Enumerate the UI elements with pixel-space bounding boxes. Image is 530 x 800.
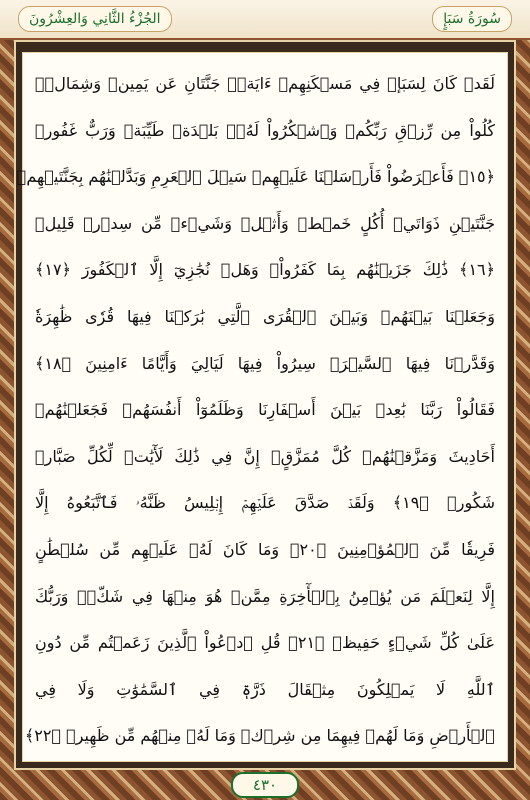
page-footer: [0, 770, 530, 800]
text-line: عَلَىٰ كُلِّ شَيۡءٍ حَفِيظٞ ﴿٢١﴾ قُلِ ٱدۡعُواْ ٱلَّذِينَ زَعَمۡتُم مِّن دُونِ: [35, 633, 495, 653]
text-line: كُلُواْ مِن رِّزۡقِ رَبِّكُمۡ وَٱشۡكُرُواْ لَهُۥۚ بَلۡدَةٞ طَيِّبَةٞ وَرَبٌّ غَفُورٞ: [35, 120, 495, 140]
page-header: [0, 0, 530, 40]
text-line: فَرِيقٗا مِّنَ ٱلۡمُؤۡمِنِينَ ﴿٢٠﴾ وَمَا كَانَ لَهُۥ عَلَيۡهِم مِّن سُلۡطَٰنٍ: [35, 539, 495, 559]
text-line: وَقَدَّرۡنَا فِيهَا ٱلسَّيۡرَۖ سِيرُواْ فِيهَا لَيَالِيَ وَأَيَّامًا ءَامِنِينَ ﴿١٨﴾: [35, 353, 495, 373]
surah-label: سُورَةُ سَبَإٍ: [432, 6, 512, 32]
text-line: ٱللَّهِ لَا يَمۡلِكُونَ مِثۡقَالَ ذَرَّةٖ فِي ٱلسَّمَٰوَٰتِ وَلَا فِي: [35, 679, 495, 699]
text-line: إِلَّا لِنَعۡلَمَ مَن يُؤۡمِنُ بِٱلۡأٓخِرَةِ مِمَّنۡ هُوَ مِنۡهَا فِي شَكّٖۗ وَرَبُّكَ: [35, 586, 495, 606]
text-line: وَجَعَلۡنَا بَيۡنَهُمۡ وَبَيۡنَ ٱلۡقُرَى ٱلَّتِي بَٰرَكۡنَا فِيهَا قُرٗى ظَٰهِرَةٗ: [35, 306, 495, 326]
text-line: ٱلۡأَرۡضِ وَمَا لَهُمۡ فِيهِمَا مِن شِرۡكٖ وَمَا لَهُۥ مِنۡهُم مِّن ظَهِيرٖ ﴿٢٢﴾: [24, 726, 495, 746]
text-line: ﴿١٦﴾ ذَٰلِكَ جَزَيۡنَٰهُم بِمَا كَفَرُواْۖ وَهَلۡ نُجَٰزِيٓ إِلَّا ٱلۡكَفُورَ ﴿١٧﴾: [35, 260, 495, 280]
text-line: ﴿١٥﴾ فَأَعۡرَضُواْ فَأَرۡسَلۡنَا عَلَيۡهِمۡ سَيۡلَ ٱلۡعَرِمِ وَبَدَّلۡنَٰهُم بِجَنَّتَيۡهِمۡ: [16, 167, 495, 187]
juz-label: الجُزْءُ الثَّانِي وَالعِشْرُونَ: [18, 6, 172, 32]
text-line: فَقَالُواْ رَبَّنَا بَٰعِدۡ بَيۡنَ أَسۡفَارِنَا وَظَلَمُوٓاْ أَنفُسَهُمۡ فَجَعَلۡنَٰهُمۡ: [35, 400, 495, 420]
quran-text-area: [16, 52, 508, 762]
text-line: جَنَّتَيۡنِ ذَوَاتَيۡ أُكُلٍ خَمۡطٖ وَأَثۡلٖ وَشَيۡءٖ مِّن سِدۡرٖ قَلِيلٖ: [35, 213, 495, 233]
text-line: شَكُورٖ ﴿١٩﴾ وَلَقَدۡ صَدَّقَ عَلَيۡهِمۡ إِبۡلِيسُ ظَنَّهُۥ فَٱتَّبَعُوهُ إِلَّا: [35, 493, 495, 513]
page-number: ٤٣٠: [231, 772, 299, 798]
text-line: لَقَدۡ كَانَ لِسَبَإٖ فِي مَسۡكَنِهِمۡ ءَايَةٞۖ جَنَّتَانِ عَن يَمِينٖ وَشِمَالٖۖ: [35, 74, 495, 93]
text-line: أَحَادِيثَ وَمَزَّقۡنَٰهُمۡ كُلَّ مُمَزَّقٍۚ إِنَّ فِي ذَٰلِكَ لَأٓيَٰتٖ لِّكُلِّ صَبَّارٖ: [35, 446, 495, 466]
